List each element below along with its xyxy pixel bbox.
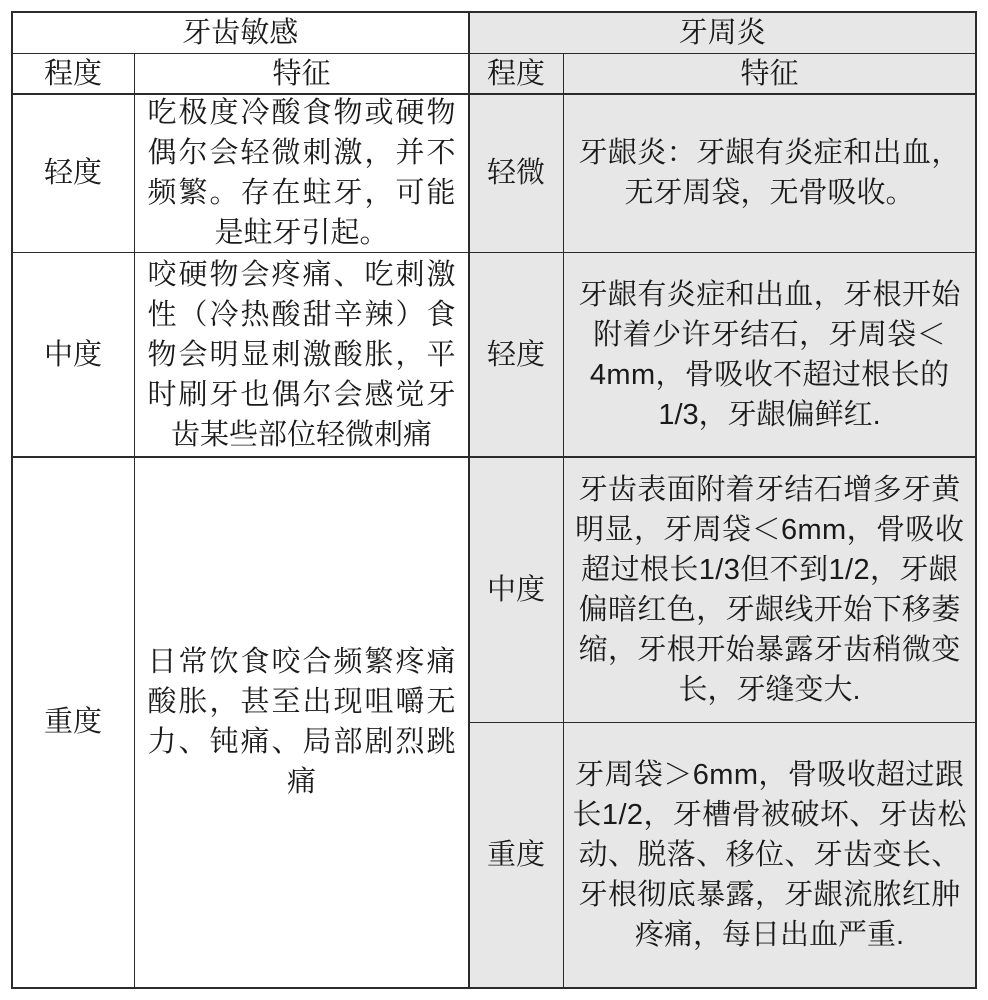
periodontitis-feature-cell — [564, 723, 975, 987]
periodontitis-level-cell — [470, 458, 563, 722]
periodontitis-feature-header — [564, 54, 975, 93]
periodontitis-level-header — [470, 54, 563, 93]
column-header-text: 特征 — [272, 57, 331, 90]
feature-line: 酸胀，甚至出现咀嚼无 — [147, 686, 458, 719]
feature-line: 偶尔会轻微刺激，并不 — [147, 137, 458, 169]
level-label: 重度 — [43, 706, 102, 739]
feature-line: 物会明显刺激酸胀，平 — [147, 338, 458, 371]
level-label: 中度 — [43, 338, 102, 371]
periodontitis-level-cell — [470, 253, 563, 456]
feature-line: 是蛀牙引起。 — [214, 217, 389, 249]
feature-line: 超过根长1/3但不到1/2，牙龈 — [581, 553, 959, 586]
feature-line: 动、脱落、移位、牙齿变长、 — [578, 839, 961, 871]
feature-line: 疼痛，每日出血严重. — [634, 919, 905, 951]
periodontitis-feature-cell — [564, 95, 975, 252]
feature-line: 4mm，骨吸收不超过根长的 — [589, 358, 950, 391]
level-label: 轻度 — [43, 157, 102, 189]
feature-line: 1/3，牙龈偏鲜红. — [658, 398, 881, 431]
sensitivity-group-header — [13, 13, 469, 53]
feature-line: 牙齿表面附着牙结石增多牙黄 — [578, 473, 961, 506]
periodontitis-feature-cell — [564, 253, 975, 456]
sensitivity-level-cell — [13, 95, 134, 252]
periodontitis-level-cell — [470, 723, 563, 987]
periodontitis-level-cell — [470, 95, 563, 252]
sensitivity-feature-cell — [135, 458, 468, 988]
comparison-table — [11, 11, 977, 989]
feature-line: 咬硬物会疼痛、吃刺激 — [147, 258, 458, 291]
feature-line: 吃极度冷酸食物或硬物 — [147, 97, 458, 129]
sensitivity-feature-cell — [135, 95, 468, 252]
level-label: 轻微 — [486, 157, 545, 189]
feature-line: 频繁。存在蛀牙，可能 — [147, 177, 458, 209]
column-header-text: 程度 — [486, 57, 545, 90]
feature-line: 缩，牙根开始暴露牙齿稍微变 — [578, 633, 961, 666]
feature-line: 牙根彻底暴露，牙龈流脓红肿 — [578, 879, 961, 911]
feature-line: 牙周袋＞6mm，骨吸收超过跟 — [575, 759, 965, 791]
feature-line: 长，牙缝变大. — [678, 673, 861, 706]
level-label: 重度 — [486, 839, 545, 871]
feature-line: 牙龈炎：牙龈有炎症和出血， — [578, 137, 961, 169]
sensitivity-level-cell — [13, 253, 134, 456]
feature-line: 明显，牙周袋＜6mm，骨吸收 — [575, 513, 965, 546]
sensitivity-level-cell — [13, 458, 134, 988]
feature-line: 齿某些部位轻微刺痛 — [170, 418, 432, 451]
periodontitis-group-title: 牙周炎 — [678, 16, 766, 49]
feature-line: 牙龈有炎症和出血，牙根开始 — [578, 278, 961, 311]
feature-line: 偏暗红色，牙龈线开始下移萎 — [578, 593, 961, 626]
column-header-text: 特征 — [740, 57, 799, 90]
sensitivity-feature-cell — [135, 253, 468, 456]
feature-line: 日常饮食咬合频繁疼痛 — [147, 646, 458, 679]
column-header-text: 程度 — [43, 57, 102, 90]
feature-line: 性（冷热酸甜辛辣）食 — [147, 298, 458, 331]
feature-line: 附着少许牙结石，牙周袋＜ — [593, 318, 947, 351]
feature-line: 痛 — [286, 766, 316, 799]
feature-line: 时刷牙也偶尔会感觉牙 — [147, 378, 458, 411]
sensitivity-group-title: 牙齿敏感 — [182, 16, 299, 49]
sensitivity-feature-header — [135, 54, 468, 93]
periodontitis-group-header — [470, 13, 976, 53]
feature-line: 力、钝痛、局部剧烈跳 — [147, 726, 458, 759]
periodontitis-feature-cell — [564, 458, 975, 722]
sensitivity-level-header — [13, 54, 134, 93]
level-label: 中度 — [486, 573, 545, 606]
feature-line: 长1/2，牙槽骨被破坏、牙齿松 — [572, 799, 967, 831]
feature-line: 无牙周袋，无骨吸收。 — [624, 177, 915, 209]
level-label: 轻度 — [486, 338, 545, 371]
